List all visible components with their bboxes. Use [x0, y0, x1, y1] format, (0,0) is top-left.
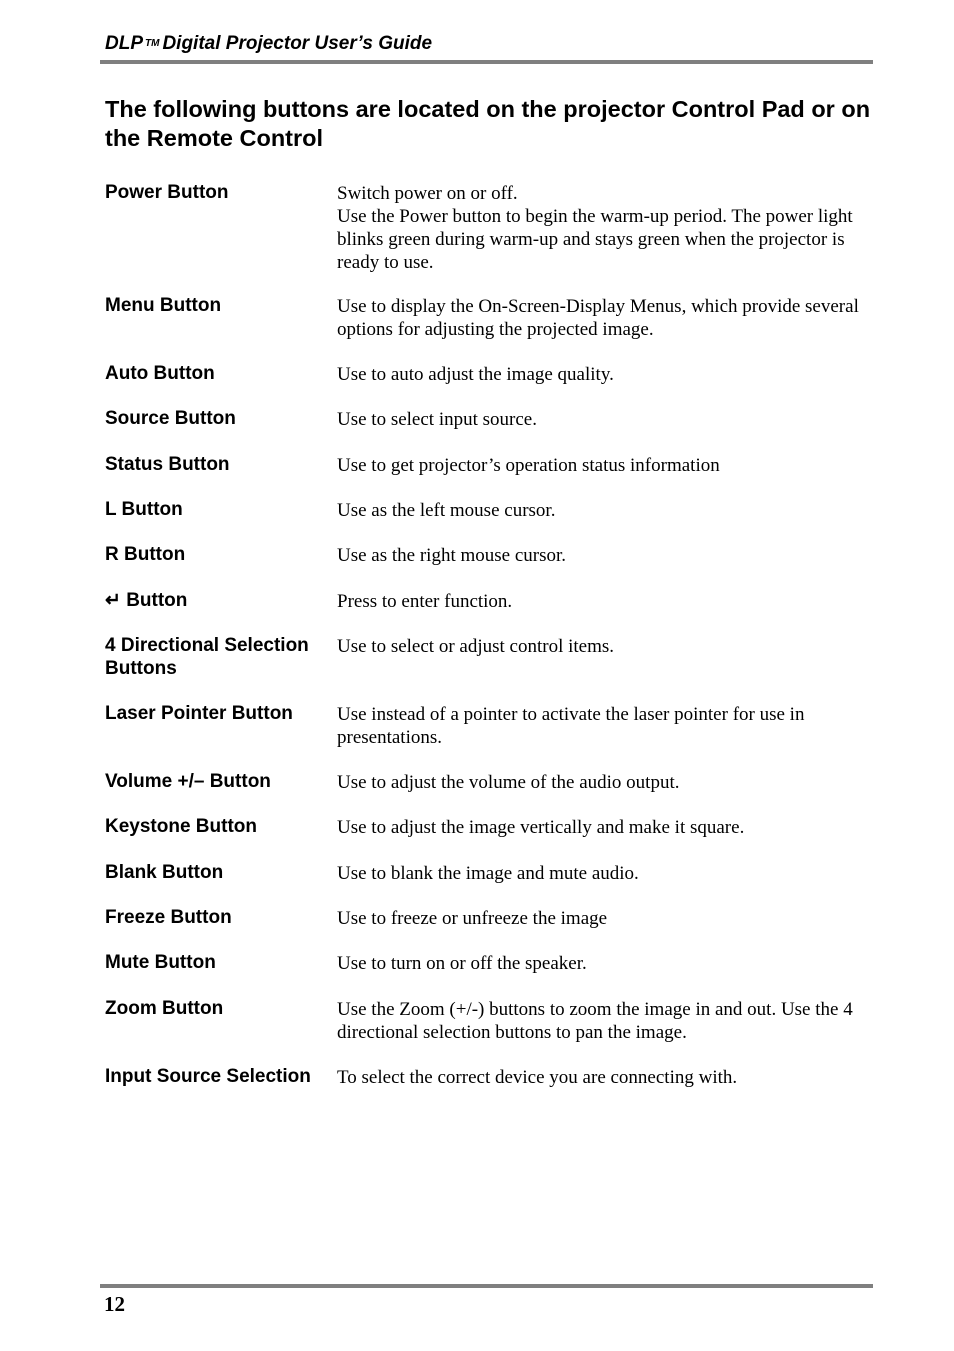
header-title-prefix: DLP [105, 33, 143, 54]
description-line: Use instead of a pointer to activate the laser pointer for use in presentations. [337, 704, 805, 748]
page-heading: The following buttons are located on the projector Control Pad or on the Remote Control [105, 96, 871, 151]
item-term: R Button [105, 544, 186, 565]
description-line: Use as the right mouse cursor. [337, 545, 567, 566]
item-term: ↵ Button [105, 590, 188, 611]
page-number: 12 [104, 1292, 125, 1316]
description-line: Use to blank the image and mute audio. [337, 863, 639, 884]
item-description [337, 862, 862, 885]
item-description [337, 499, 862, 522]
item-description [337, 454, 862, 477]
item-term: Menu Button [105, 295, 222, 316]
item-description [337, 703, 862, 749]
item-description [337, 590, 862, 613]
description-line: Switch power on or off. [337, 183, 518, 204]
item-description [337, 363, 862, 386]
item-term: Laser Pointer Button [105, 703, 293, 724]
description-line: Use to get projector’s operation status information [337, 455, 720, 476]
description-line: Press to enter function. [337, 591, 513, 612]
item-term: Power Button [105, 182, 229, 203]
item-term: Input Source Selection [105, 1066, 311, 1087]
item-term: Auto Button [105, 363, 215, 384]
item-term: Status Button [105, 454, 230, 475]
item-term: Keystone Button [105, 816, 257, 837]
item-term: Mute Button [105, 952, 216, 973]
item-description [337, 182, 862, 274]
item-term: 4 Directional Selection Buttons [105, 635, 309, 679]
item-description [337, 1066, 862, 1089]
description-line: To select the correct device you are connecting with. [337, 1067, 738, 1088]
item-description [337, 771, 862, 794]
item-term: L Button [105, 499, 183, 520]
description-line: Use the Power button to begin the warm-up period. The power light blinks green during warm-up and stays green when the projector is ready to use. [337, 206, 853, 273]
item-term: Source Button [105, 408, 236, 429]
header-title-suffix: Digital Projector User’s Guide [162, 33, 433, 54]
description-line: Use the Zoom (+/-) buttons to zoom the image in and out. Use the 4 directional selection buttons to pan the image. [337, 999, 853, 1043]
description-line: Use to select or adjust control items. [337, 636, 615, 657]
description-line: Use to freeze or unfreeze the image [337, 908, 608, 929]
description-line: Use to turn on or off the speaker. [337, 953, 587, 974]
description-line: Use to adjust the image vertically and make it square. [337, 817, 745, 838]
description-line: Use to adjust the volume of the audio output. [337, 772, 680, 793]
item-description [337, 544, 862, 567]
item-term: Volume +/– Button [105, 771, 271, 792]
item-term: Blank Button [105, 862, 224, 883]
header-rule [100, 60, 873, 64]
trademark-mark: TM [145, 38, 160, 49]
footer-rule [100, 1284, 873, 1288]
item-description [337, 952, 862, 975]
description-line: Use to auto adjust the image quality. [337, 364, 614, 385]
description-line: Use as the left mouse cursor. [337, 500, 556, 521]
item-description [337, 816, 862, 839]
running-header [105, 33, 432, 55]
item-description [337, 295, 862, 341]
description-line: Use to select input source. [337, 409, 537, 430]
item-term: Zoom Button [105, 998, 224, 1019]
description-line: Use to display the On-Screen-Display Menus, which provide several options for adjusting the projected image. [337, 296, 859, 340]
item-description [337, 408, 862, 431]
item-description [337, 907, 862, 930]
item-term: Freeze Button [105, 907, 232, 928]
item-description [337, 635, 862, 658]
item-description [337, 998, 862, 1044]
